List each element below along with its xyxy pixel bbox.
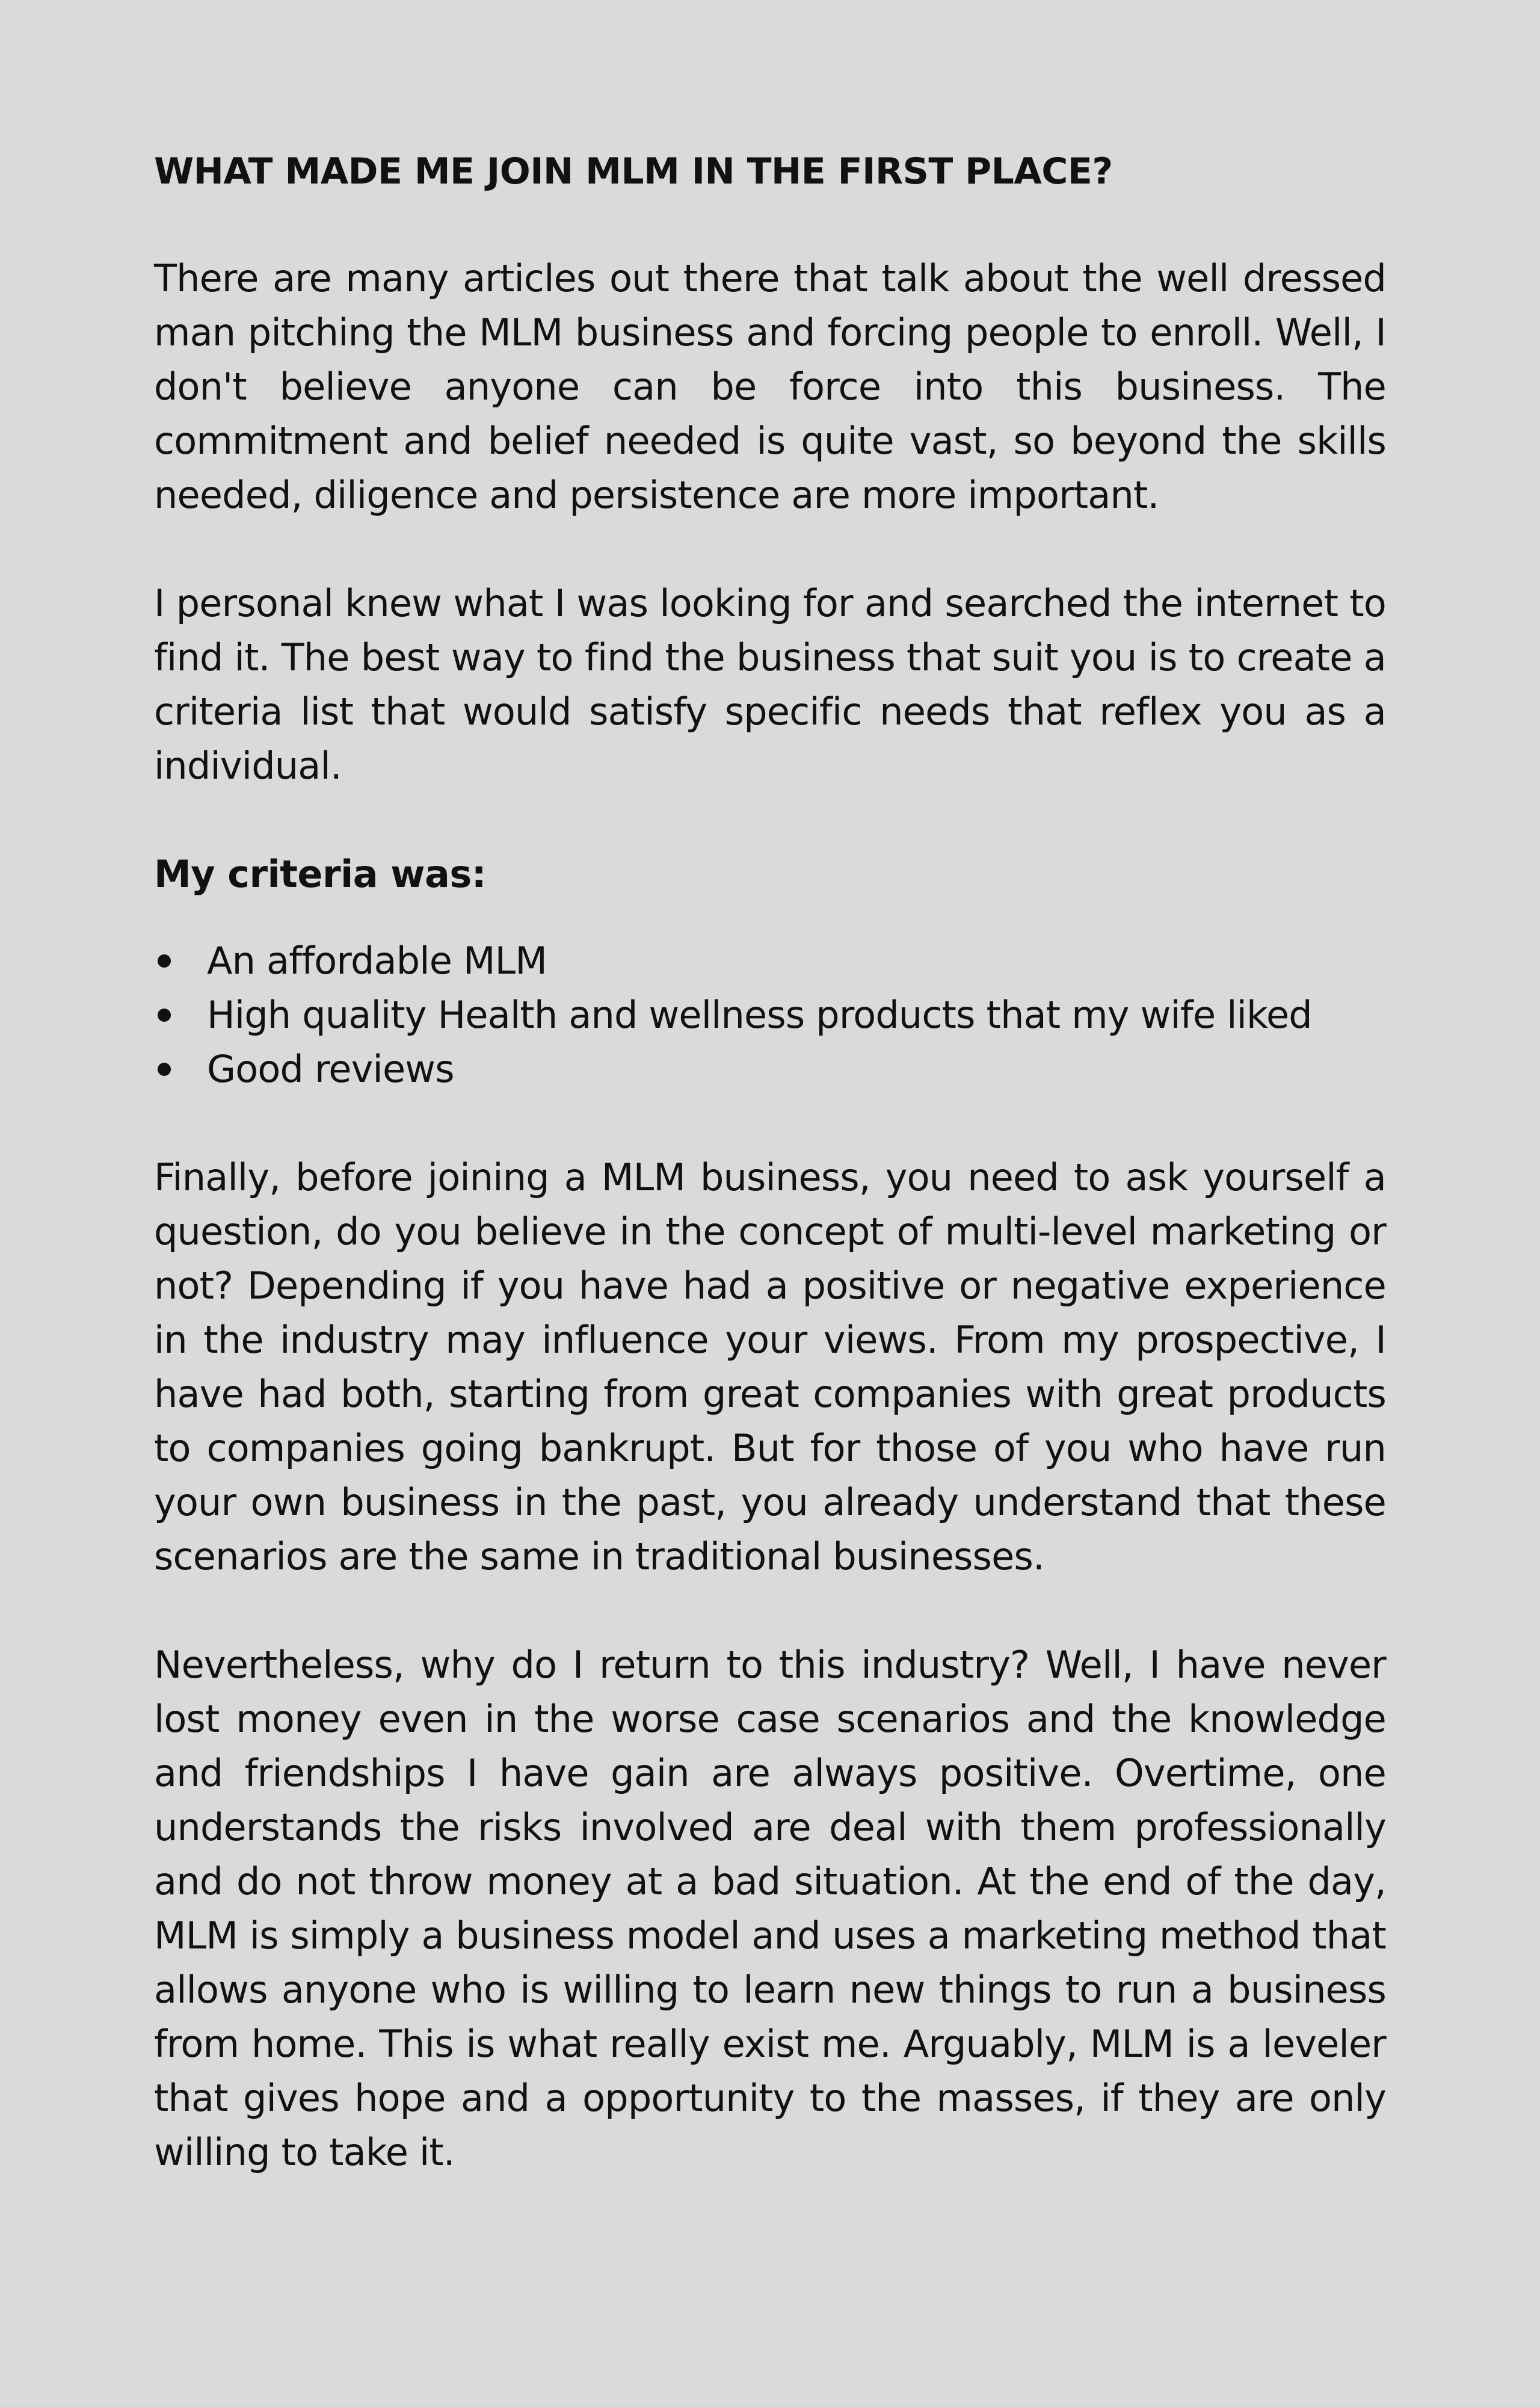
- criteria-text: High quality Health and wellness products that my wife liked: [207, 993, 1312, 1037]
- bullet-icon: [158, 1063, 171, 1076]
- bullet-icon: [158, 954, 171, 968]
- list-item: [154, 934, 1386, 988]
- list-item: [154, 988, 1386, 1042]
- list-item: [154, 1042, 1386, 1096]
- search-paragraph: I personal knew what I was looking for and searched the internet to find it. The best way to find the business that suit you is to create a criteria list that would satisfy specific needs that reflex you as a individual.: [154, 581, 1386, 788]
- belief-paragraph: Finally, before joining a MLM business, you need to ask yourself a question, do you believe in the concept of multi-level marketing or not? Depending if you have had a positive or negative experience in the industry may influence your views. From my prospective, I have had both, starting from great companies with great products to companies going bankrupt. But for those of you who have run your own business in the past, you already understand that these scenarios are the same in traditional businesses.: [154, 1155, 1386, 1578]
- criteria-text: An affordable MLM: [207, 939, 547, 983]
- bullet-icon: [158, 1009, 171, 1022]
- criteria-text: Good reviews: [207, 1047, 454, 1091]
- criteria-list: [154, 934, 1386, 1096]
- criteria-heading: My criteria was:: [154, 852, 487, 896]
- intro-paragraph: There are many articles out there that talk about the well dressed man pitching the MLM business and forcing people to enroll. Well, I don't believe anyone can be force into this business. The commitment and belief needed is quite vast, so beyond the skills needed, diligence and persistence are more important.: [154, 256, 1386, 517]
- conclusion-paragraph: Nevertheless, why do I return to this industry? Well, I have never lost money even in the worse case scenarios and the knowledge and friendships I have gain are always positive. Overtime, one understands the risks involved are deal with them professionally and do not throw money at a bad situation. At the end of the day, MLM is simply a business model and uses a marketing method that allows anyone who is willing to learn new things to run a business from home. This is what really exist me. Arguably, MLM is a leveler that gives hope and a opportunity to the masses, if they are only willing to take it.: [154, 1643, 1386, 2174]
- article-heading: WHAT MADE ME JOIN MLM IN THE FIRST PLACE?: [154, 150, 1113, 193]
